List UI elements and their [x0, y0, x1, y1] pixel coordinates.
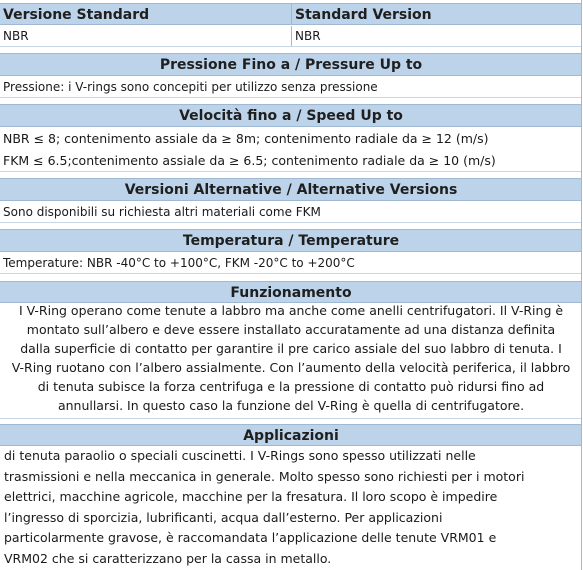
version-header-row: [0, 3, 582, 25]
function-title: Funzionamento: [0, 281, 582, 303]
table-right-border: [581, 0, 582, 570]
speed-values: [0, 128, 582, 172]
speed-line-fkm: FKM ≤ 6.5;contenimento assiale da ≥ 6.5; contenimento radiale da ≥ 10 (m/s): [3, 153, 496, 168]
function-line: annullarsi. In questo caso la funzione del V-Ring è quella di centrifugatore.: [57, 398, 525, 413]
function-line: V-Ring ruotano con l’albero assialmente. Con l’aumento della velocità periferica, il labbro: [11, 360, 571, 375]
function-line: dalla superficie di contatto per garantire il pre carico assiale del suo labbro di tenuta. I: [20, 341, 562, 356]
function-line: I V-Ring operano come tenute a labbro ma anche come anelli centrifugatori. Il V-Ring è: [18, 303, 564, 318]
speed-title: Velocità fino a / Speed Up to: [0, 104, 582, 127]
version-value-row: [0, 26, 582, 47]
function-line: di tenuta subisce la forza centrifuga e la pressione di contatto può ridursi fino ad: [37, 379, 545, 394]
version-value-right: NBR: [295, 29, 321, 43]
applications-line: particolarmente gravose, è raccomandata l’applicazione delle tenute VRM01 e: [4, 530, 497, 545]
applications-line: di tenuta paraolio o speciali cuscinetti. I V-Rings sono spesso utilizzati nelle: [4, 448, 476, 463]
pressure-text: Pressione: i V-rings sono concepiti per utilizzo senza pressione: [0, 77, 582, 98]
version-header-left: Versione Standard: [0, 4, 292, 24]
temperature-title: Temperatura / Temperature: [0, 229, 582, 252]
applications-line: trasmissioni e nella meccanica in generale. Molto spesso sono richiesti per i motori: [4, 468, 525, 484]
function-line: montato sull’albero e deve essere installato accuratamente ad una distanza definita: [26, 322, 556, 337]
function-paragraph: [0, 301, 582, 419]
version-value-left: NBR: [0, 26, 292, 46]
applications-line: VRM02 che si caratterizzano per la cassa in metallo.: [4, 550, 332, 566]
temperature-text: Temperature: NBR -40°C to +100°C, FKM -20°C to +200°C: [0, 253, 582, 274]
applications-paragraph: [0, 446, 582, 570]
alternatives-title: Versioni Alternative / Alternative Versions: [0, 178, 582, 201]
speed-line-nbr: NBR ≤ 8; contenimento assiale da ≥ 8m; contenimento radiale da ≥ 12 (m/s): [3, 131, 489, 146]
applications-title: Applicazioni: [0, 424, 582, 446]
alternatives-text: Sono disponibili su richiesta altri materiali come FKM: [0, 202, 582, 223]
pressure-title: Pressione Fino a / Pressure Up to: [0, 53, 582, 76]
applications-line: elettrici, macchine agricole, macchine per la fresatura. Il loro scopo è impedire: [4, 489, 498, 504]
applications-line: l’ingresso di sporcizia, lubrificanti, acqua dall’esterno. Per applicazioni: [4, 509, 443, 525]
version-header-right: Standard Version: [295, 7, 432, 23]
